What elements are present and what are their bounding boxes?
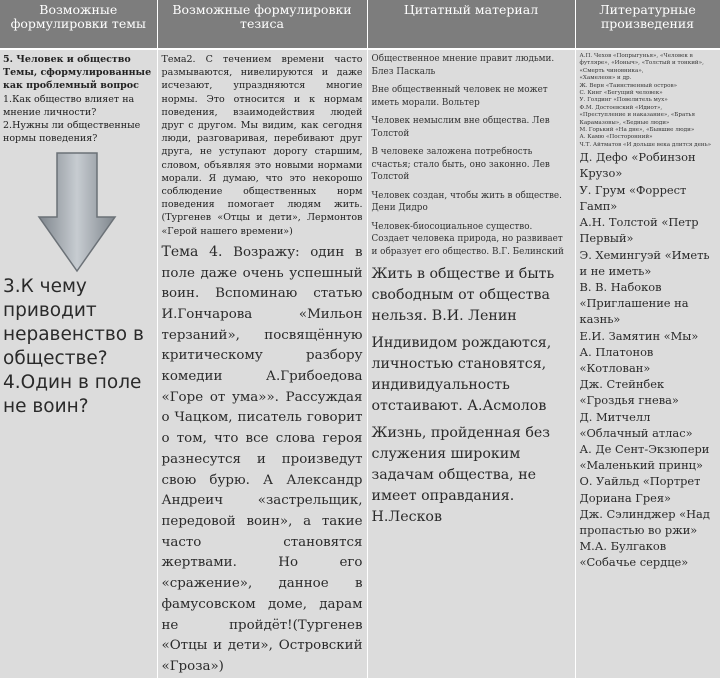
work-small-8: М. Горький «На дне», «Бывшие люди»: [579, 127, 695, 134]
work-big-9: Д. Митчелл «Облачный атлас»: [579, 409, 693, 440]
work-big-12: Дж. Сэлинджер «Над пропастью во ржи»: [579, 506, 710, 537]
works-big: [580, 149, 716, 570]
work-small-4: С. Кинг «Бегущий человек»: [579, 90, 663, 97]
work-small-7: «Преступление и наказание», «Братья Карамазовы», «Бедные люди»: [579, 112, 695, 126]
thesis-4-text: Возражу: один в поле даже очень успешный воин. Вспоминаю статью И.Гончарова «Мильон терзаний», посвящённую критическому разбору комедии А.Грибоедова «Горе от ума»». Рассуждая о Чацком, писатель говорит о том, что все слова героя разнесутся и произведут свою бурю. А Александр Андреич «застрельщик, передовой воин», а такие часто становятся жертвами. Но его «сражение», данное в фамусовском доме, дарам не пройдёт!(Тургенев «Отцы и дети», Островский «Гроза»): [161, 244, 363, 674]
question-big-3: 3.К чему приводит неравенство в обществе?: [3, 276, 144, 370]
work-small-1: А.П. Чехов «Попрыгунья», «Человек в футляре», «Ионыч», «Толстый и тонкий», «Смерть чиновника»,: [579, 53, 704, 74]
works-cell: [575, 49, 720, 678]
quote-big-2: Индивидом рождаются, личностью становятся, индивидуальность отстаивают. А.Асмолов: [371, 335, 552, 414]
thesis-4: [162, 242, 363, 678]
work-big-11: О. Уайльд «Портрет Дориана Грея»: [579, 474, 701, 505]
work-big-10: А. Де Сент-Экзюпери «Маленький принц»: [579, 441, 710, 473]
work-small-2: «Хамелеон» и др.: [579, 75, 632, 82]
quotes-big: [372, 264, 571, 528]
work-big-7: А. Платонов «Котлован»: [579, 344, 654, 375]
work-big-13: М.А. Булгаков «Собачье сердце»: [579, 539, 689, 570]
topic-cell: [0, 49, 157, 678]
work-small-9: А. Камю «Посторонний»: [579, 134, 653, 141]
question-small-2: 2.Нужны ли общественные нормы поведения?: [3, 120, 141, 145]
down-arrow-icon: [37, 151, 117, 273]
quote-small-5: Человек создан, чтобы жить в обществе. Дени Дидро: [371, 190, 562, 213]
quote-big-1: Жить в обществе и быть свободным от общества нельзя. В.И. Ленин: [371, 266, 555, 324]
works-small: [580, 53, 716, 149]
work-big-5: В. В. Набоков «Приглашение на казнь»: [579, 279, 689, 327]
question-small-1: 1.Как общество влияет на мнение личности?: [3, 93, 135, 118]
work-big-2: У. Грум «Форрест Гамп»: [579, 182, 687, 213]
topic-title: 5. Человек и общество Темы, сформулированные как проблемный вопрос: [3, 54, 152, 92]
question-big-4: 4.Один в поле не воин?: [3, 372, 142, 418]
work-big-1: Д. Дефо «Робинзон Крузо»: [579, 150, 696, 181]
header-quotes: Цитатный материал: [367, 0, 575, 49]
work-small-6: Ф.М. Достоевский «Идиот»,: [579, 104, 663, 111]
work-big-6: Е.И. Замятин «Мы»: [579, 328, 699, 343]
quote-small-4: В человеке заложена потребность счастья; стало быть, оно законно. Лев Толстой: [371, 147, 550, 182]
quote-small-6: Человек-биосоциальное существо. Создает человека природа, но развивает и образует его общество. В.Г. Белинский: [371, 221, 564, 257]
work-big-8: Дж. Стейнбек «Гроздья гнева»: [579, 377, 679, 408]
header-works: Литературные произведения: [575, 0, 720, 49]
quotes-small: [372, 53, 571, 258]
quote-small-1: Общественное мнение правит людьми. Блез Паскаль: [371, 54, 555, 77]
header-thesis: Возможные формулировки тезиса: [157, 0, 367, 49]
thesis-4-head: Тема 4.: [161, 243, 223, 260]
work-small-3: Ж. Верн «Таинственный остров»: [579, 82, 678, 89]
quote-small-3: Человек немыслим вне общества. Лев Толстой: [371, 116, 550, 139]
work-small-10: Ч.Т. Айтматов «И дольше века длится день»: [579, 141, 712, 148]
thesis-2: Тема2. С течением времени часто размываются, нивелируются и даже исчезают, упраздняются многие нормы. Это относится и к нормам поведения, взаимодействия людей друг с другом. Мы видим, как сегодня люди, разговаривая, перебивают друг друга, не уступают дорогу старшим, словом, объявляя это новыми нормами морали. Я думаю, что это некорошо соблюдение общественных норм поведения помогает людям жить. (Тургенев «Отцы и дети», Лермонтов «Герой нашего времени»): [161, 54, 363, 237]
work-big-4: Э. Хемингуэй «Иметь и не иметь»: [579, 247, 710, 278]
thesis-cell: [157, 49, 367, 678]
quote-small-2: Вне общественный человек не может иметь морали. Вольтер: [371, 85, 548, 108]
work-small-5: У. Голдинг «Повелитель мух»: [579, 97, 668, 104]
content-row: [0, 49, 720, 678]
work-big-3: А.Н. Толстой «Петр Первый»: [579, 215, 699, 246]
quote-big-3: Жизнь, пройденная без служения широким задачам общества, не имеет оправдания. Н.Лесков: [371, 425, 551, 525]
header-topic: Возможные формулировки темы: [0, 0, 157, 49]
header-row: [0, 0, 720, 49]
quotes-cell: [367, 49, 575, 678]
